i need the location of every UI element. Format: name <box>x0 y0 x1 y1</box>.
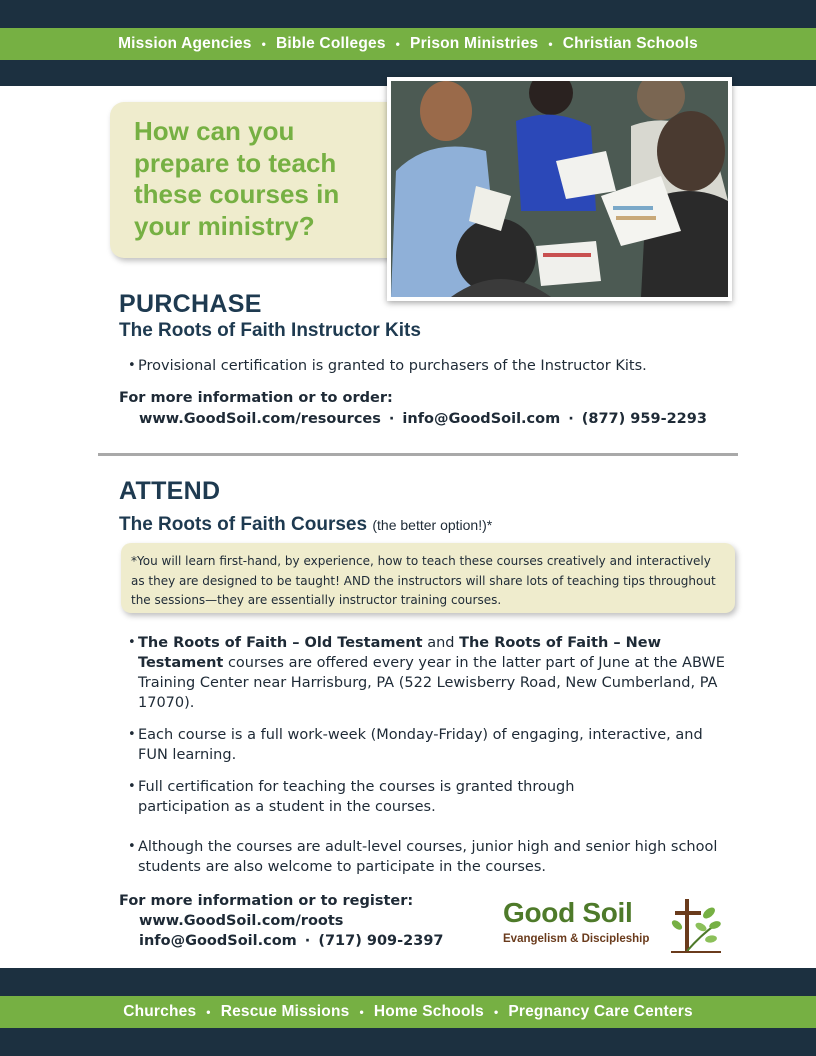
separator-dot: • <box>261 37 267 51</box>
good-soil-logo <box>503 895 721 957</box>
attend-website-link[interactable]: www.GoodSoil.com/roots <box>139 913 344 929</box>
bullet-dot: • <box>128 727 136 742</box>
question-callout <box>110 102 410 258</box>
purchase-contact-line: www.GoodSoil.com/resources · info@GoodSoil.com · (877) 959-2293 <box>139 411 707 427</box>
audience-item: Home Schools <box>373 1003 484 1020</box>
purchase-phone: (877) 959-2293 <box>581 411 707 427</box>
top-dark-band <box>0 0 816 28</box>
bullet-dot: • <box>128 358 136 373</box>
purchase-website-link[interactable]: www.GoodSoil.com/resources <box>139 411 381 427</box>
purchase-info-label: For more information or to order: <box>119 390 393 406</box>
audience-item: Christian Schools <box>562 35 698 52</box>
attend-note-callout <box>121 543 735 613</box>
audience-item: Churches <box>123 1003 197 1020</box>
section-divider <box>98 453 738 456</box>
bullet-dot: • <box>128 839 136 854</box>
separator-dot: • <box>359 1005 364 1019</box>
attend-email-link[interactable]: info@GoodSoil.com <box>139 933 297 949</box>
course-name-ot: The Roots of Faith – Old Testament <box>138 635 423 651</box>
attend-heading: ATTEND <box>119 477 221 505</box>
purchase-email-link[interactable]: info@GoodSoil.com <box>402 411 561 427</box>
attend-bullet-3: • Full certification for teaching the courses is granted through participation as a student in the courses. <box>128 779 575 815</box>
attend-bullet-2: • Each course is a full work-week (Monday-Friday) of engaging, interactive, and FUN learning. <box>128 727 703 763</box>
separator-dot: • <box>206 1005 211 1019</box>
question-text: How can you prepare to teach these courses in your ministry? <box>134 116 340 241</box>
purchase-subheading: The Roots of Faith Instructor Kits <box>119 320 421 341</box>
attend-contact-line: info@GoodSoil.com · (717) 909-2397 <box>139 933 444 949</box>
bottom-audience-band <box>0 996 816 1028</box>
audience-item: Prison Ministries <box>410 35 539 52</box>
purchase-bullet: • Provisional certification is granted to purchasers of the Instructor Kits. <box>128 358 647 374</box>
cross-plant-icon <box>671 895 721 957</box>
attend-subheading: The Roots of Faith Courses <box>119 514 368 535</box>
attend-info-label: For more information or to register: <box>119 893 414 909</box>
attend-subheading-line <box>119 514 492 536</box>
separator-dot: • <box>493 1005 499 1019</box>
audience-item: Rescue Missions <box>220 1003 350 1020</box>
bottom-dark-band-lower <box>0 1028 816 1056</box>
bottom-dark-band <box>0 968 816 996</box>
attend-phone: (717) 909-2397 <box>318 933 444 949</box>
bullet-dot: • <box>128 635 136 650</box>
separator-dot: • <box>548 37 553 51</box>
course-name-nt: The Roots of Faith – New Testament <box>138 635 661 671</box>
attend-subheading-note: (the better option!)* <box>372 517 493 533</box>
top-audience-band <box>0 28 816 60</box>
audience-item: Pregnancy Care Centers <box>508 1003 693 1020</box>
attend-bullet-1: • The Roots of Faith – Old Testament and The Roots of Faith – New Testament courses are offered every year in the latter part of June at the ABWE Training Center near Harrisburg, PA (522 Lewisberry Road, New Cumberland, PA 17070). <box>128 635 725 711</box>
attend-note-text: *You will learn first-hand, by experience, how to teach these courses creatively and interactively as they are designed to be taught! AND the instructors will share lots of teaching tips throughout the sessions—they are essentially instructor training courses. <box>131 554 716 607</box>
attend-bullet-4: • Although the courses are adult-level courses, junior high and senior high school students are also welcome to participate in the courses. <box>128 839 718 875</box>
logo-subtitle: Evangelism & Discipleship <box>503 933 650 945</box>
audience-item: Mission Agencies <box>118 35 252 52</box>
separator-dot: • <box>395 37 401 51</box>
bullet-dot: • <box>128 779 136 794</box>
purchase-heading: PURCHASE <box>119 290 262 318</box>
logo-title: Good Soil <box>503 897 633 928</box>
classroom-photo <box>387 77 732 301</box>
classroom-photo-image <box>391 81 728 297</box>
audience-item: Bible Colleges <box>276 35 386 52</box>
